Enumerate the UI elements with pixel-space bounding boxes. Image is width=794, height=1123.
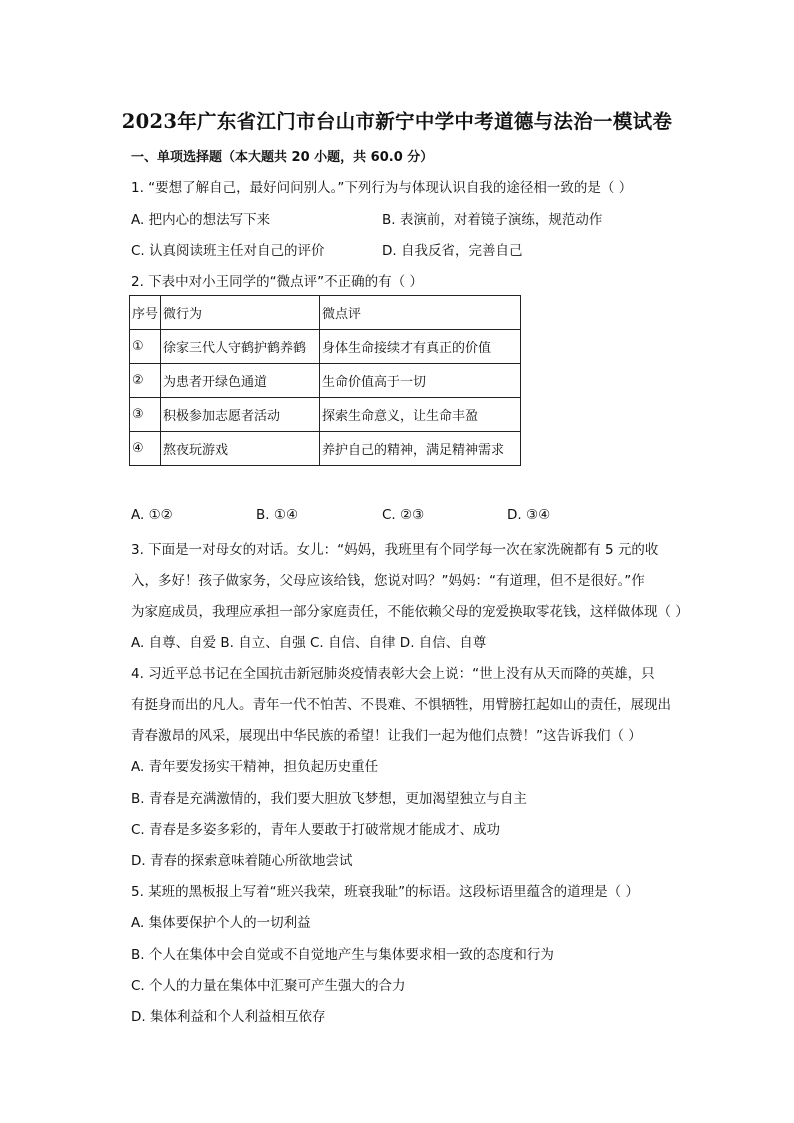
- table-cell: ④: [130, 432, 161, 466]
- table-cell: 徐家三代人守鹤护鹤养鹤: [161, 330, 320, 364]
- question-2-option-b: B. ①④: [256, 507, 299, 523]
- question-4-line-1: 4. 习近平总书记在全国抗击新冠肺炎疫情表彰大会上说：“世上没有从天而降的英雄，只: [131, 666, 655, 682]
- table-cell: 身体生命接续才有真正的价值: [320, 330, 521, 364]
- question-5-option-a: A. 集体要保护个人的一切利益: [131, 915, 311, 931]
- table-cell: 探索生命意义，让生命丰盈: [320, 398, 521, 432]
- question-5-option-d: D. 集体利益和个人利益相互依存: [131, 1009, 326, 1025]
- question-5-option-b: B. 个人在集体中会自觉或不自觉地产生与集体要求相一致的态度和行为: [131, 947, 554, 963]
- question-1-option-b: B. 表演前，对着镜子演练，规范动作: [382, 212, 603, 228]
- question-4-option-d: D. 青春的探索意味着随心所欲地尝试: [131, 853, 353, 869]
- question-4-line-2: 有挺身而出的凡人。青年一代不怕苦、不畏难、不惧牺牲，用臂膀扛起如山的责任，展现出: [131, 697, 671, 713]
- question-3-line-1: 3. 下面是一对母女的对话。女儿：“妈妈，我班里有个同学每一次在家洗碗都有 5 元的收: [131, 542, 659, 558]
- table-cell: 养护自己的精神，满足精神需求: [320, 432, 521, 466]
- table-row: [130, 364, 521, 398]
- question-1-stem: 1. “要想了解自己，最好问问别人。”下列行为与体现认识自我的途径相一致的是（ ）: [131, 180, 633, 196]
- question-3-line-2: 入，多好！孩子做家务，父母应该给钱，您说对吗？”妈妈：“有道理，但不是很好。”作: [131, 573, 645, 589]
- page-title: 2023年广东省江门市台山市新宁中学中考道德与法治一模试卷: [121, 110, 673, 133]
- question-1-option-c: C. 认真阅读班主任对自己的评价: [131, 243, 325, 259]
- question-4-option-b: B. 青春是充满激情的，我们要大胆放飞梦想，更加渴望独立与自主: [131, 791, 527, 807]
- question-4-line-3: 青春激昂的风采，展现出中华民族的希望！让我们一起为他们点赞！”这告诉我们（ ）: [131, 728, 642, 744]
- table-header-cell: 微点评: [320, 296, 521, 330]
- question-3-options: A. 自尊、自爱 B. 自立、自强 C. 自信、自律 D. 自信、自尊: [131, 635, 487, 651]
- question-1-option-d: D. 自我反省，完善自己: [382, 243, 523, 259]
- question-5-stem: 5. 某班的黑板报上写着“班兴我荣，班衰我耻”的标语。这段标语里蕴含的道理是（ ）: [131, 884, 639, 900]
- table-header-cell: 微行为: [161, 296, 320, 330]
- review-table: [129, 295, 521, 466]
- question-5-option-c: C. 个人的力量在集体中汇聚可产生强大的合力: [131, 978, 406, 994]
- table-cell: ②: [130, 364, 161, 398]
- table-cell: 积极参加志愿者活动: [161, 398, 320, 432]
- question-2-option-d: D. ③④: [507, 507, 551, 523]
- table-row: [130, 398, 521, 432]
- question-2-stem: 2. 下表中对小王同学的“微点评”不正确的有（ ）: [131, 274, 423, 290]
- table-cell: 熬夜玩游戏: [161, 432, 320, 466]
- question-2-option-c: C. ②③: [382, 507, 425, 523]
- table-cell: 为患者开绿色通道: [161, 364, 320, 398]
- question-2-option-a: A. ①②: [131, 507, 173, 523]
- table-row: [130, 330, 521, 364]
- table-header-cell: 序号: [130, 296, 161, 330]
- question-4-option-c: C. 青春是多姿多彩的，青年人要敢于打破常规才能成才、成功: [131, 822, 501, 838]
- section-heading: 一、单项选择题（本大题共 20 小题，共 60.0 分）: [131, 150, 434, 165]
- table-cell: ③: [130, 398, 161, 432]
- question-3-line-3: 为家庭成员，我理应承担一部分家庭责任，不能依赖父母的宠爱换取零花钱，这样做体现（ ）: [131, 604, 689, 620]
- table-cell: 生命价值高于一切: [320, 364, 521, 398]
- question-1-option-a: A. 把内心的想法写下来: [131, 212, 271, 228]
- table-header-row: [130, 296, 521, 330]
- table-row: [130, 432, 521, 466]
- question-4-option-a: A. 青年要发扬实干精神，担负起历史重任: [131, 759, 379, 775]
- table-cell: ①: [130, 330, 161, 364]
